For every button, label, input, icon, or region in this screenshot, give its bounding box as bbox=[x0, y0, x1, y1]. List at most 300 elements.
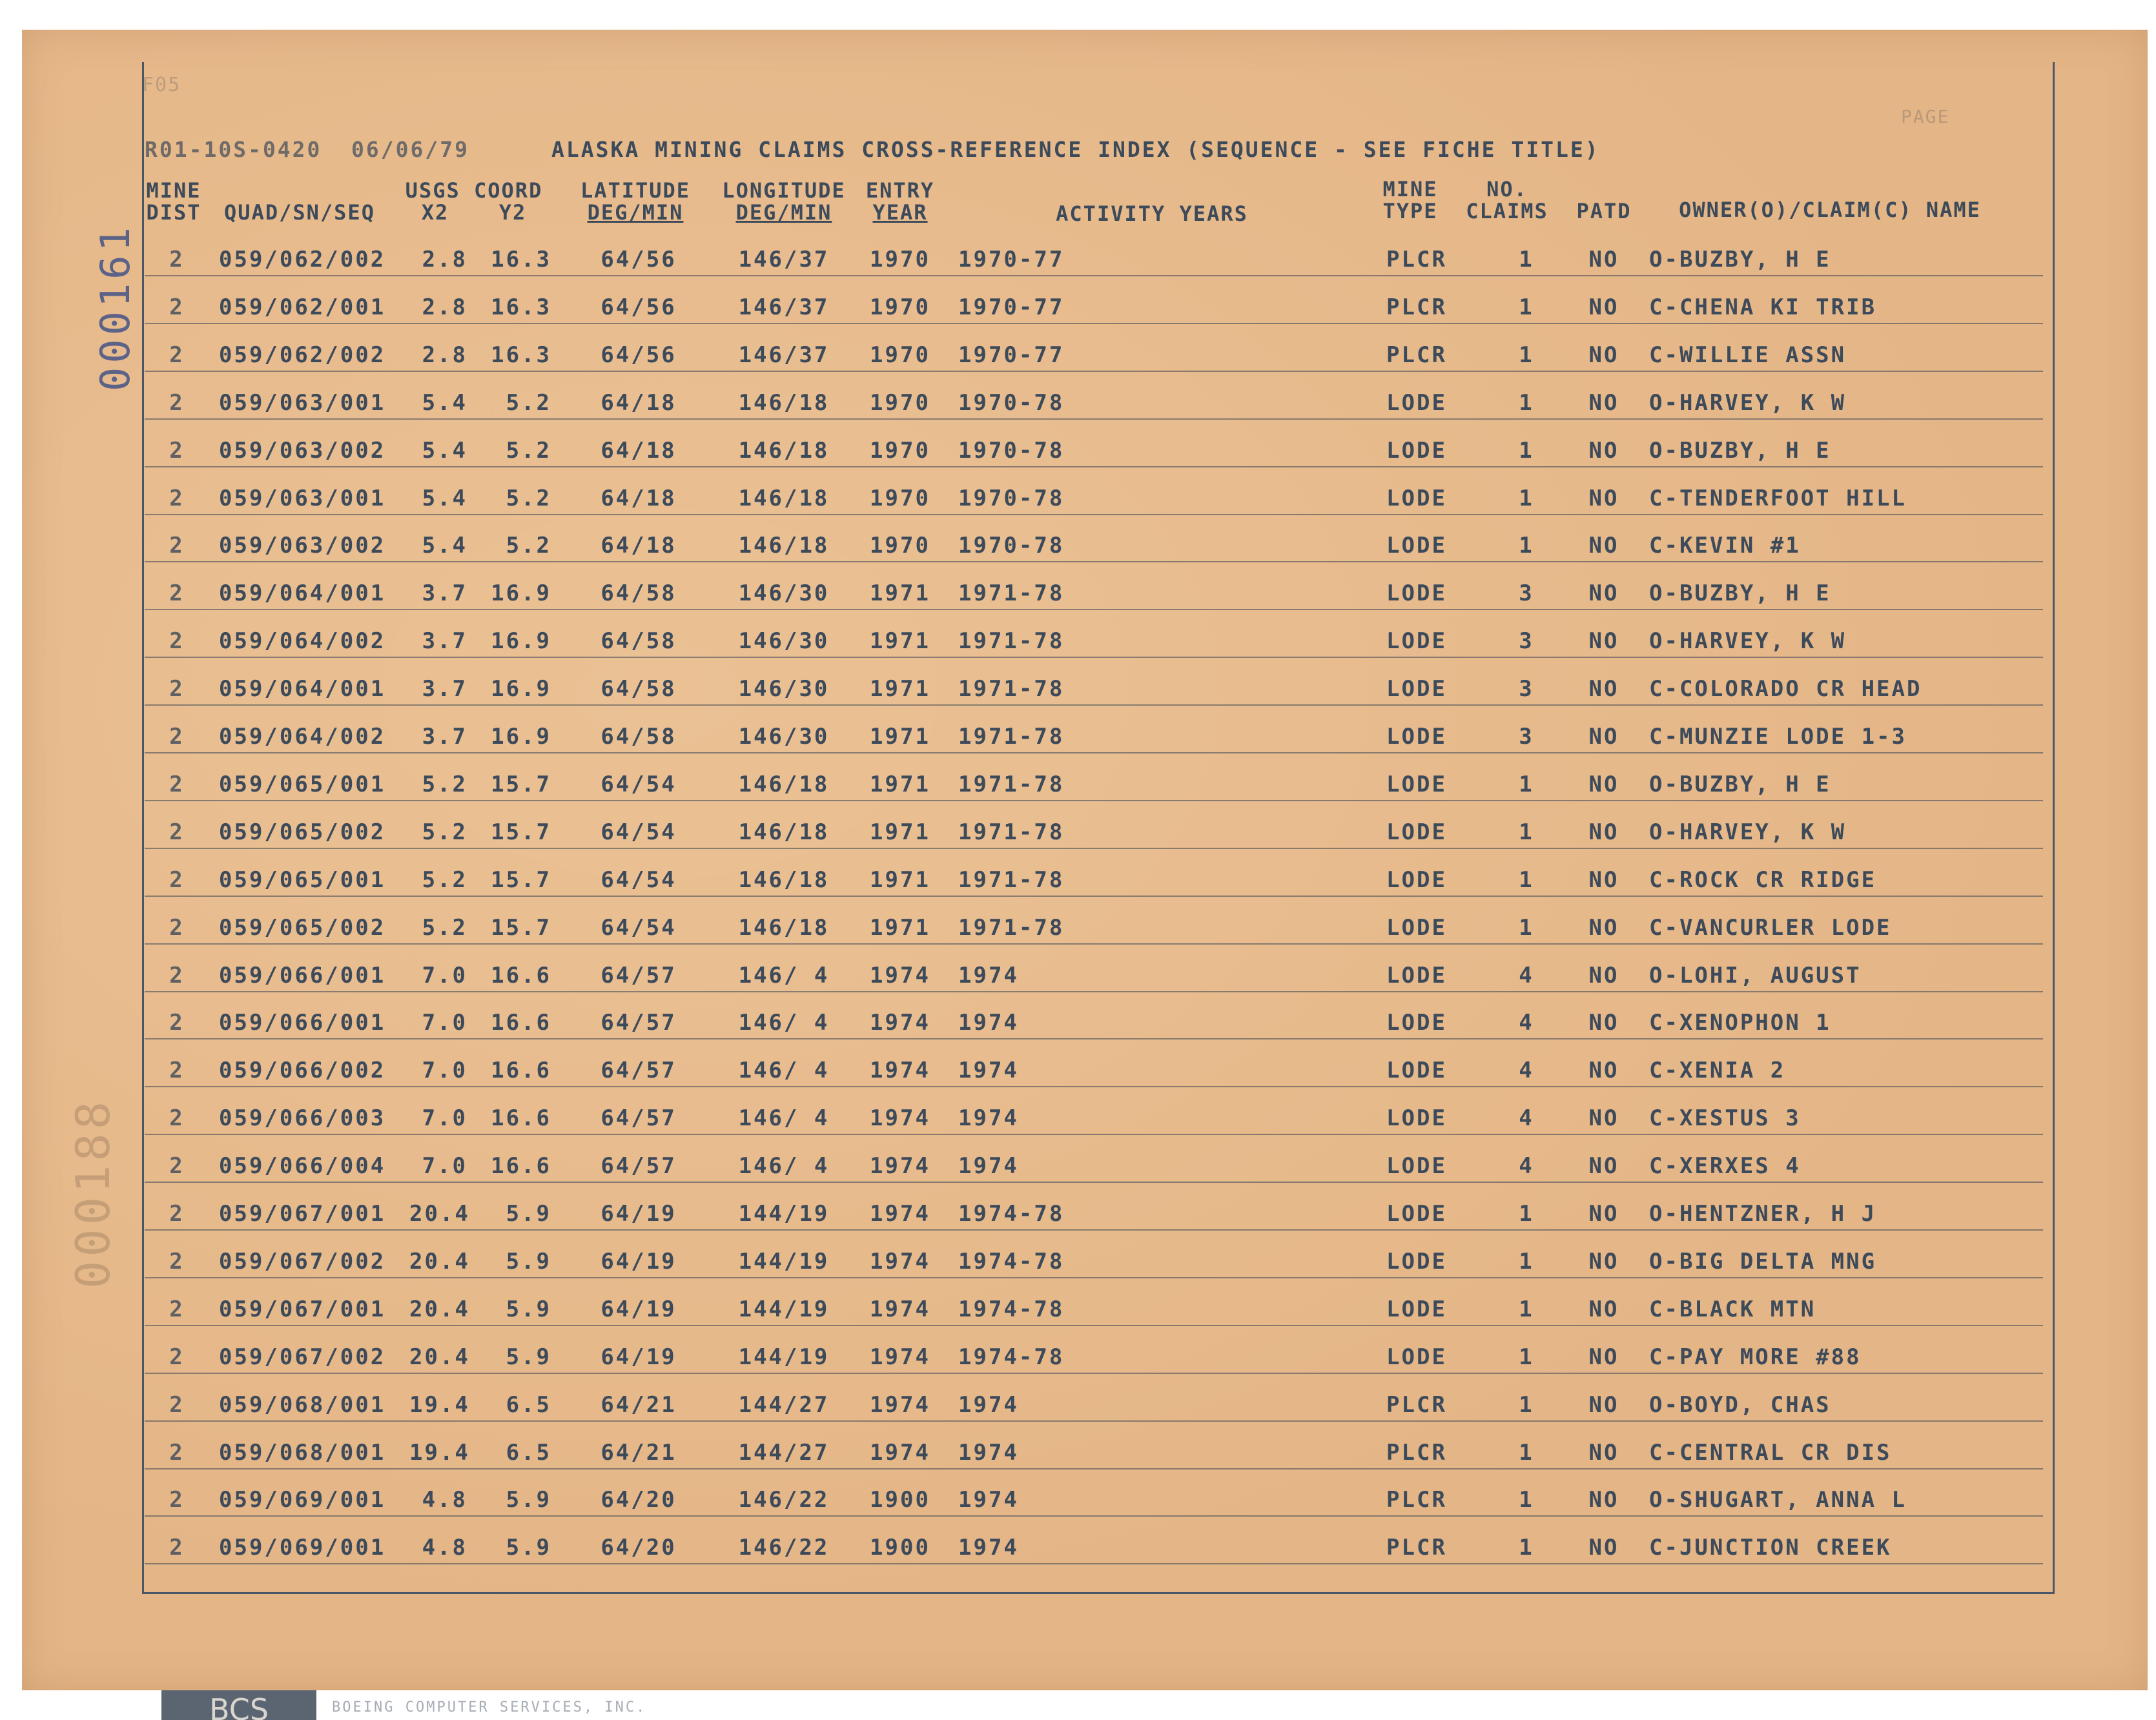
cell-type: PLCR bbox=[1386, 1487, 1447, 1513]
cell-type: LODE bbox=[1386, 485, 1447, 511]
cell-y2: 16.3 bbox=[491, 342, 551, 368]
row-rule bbox=[145, 991, 2043, 992]
cell-lon: 146/ 4 bbox=[738, 1105, 830, 1132]
cell-y2: 5.2 bbox=[506, 437, 551, 464]
cell-dist: 2 bbox=[169, 1487, 185, 1513]
cell-dist: 2 bbox=[169, 628, 185, 655]
row-rule bbox=[145, 1229, 2043, 1231]
cell-x2: 20.4 bbox=[409, 1248, 470, 1275]
cell-entry: 1971 bbox=[870, 676, 930, 702]
table-row bbox=[22, 619, 2148, 667]
cell-lat: 64/18 bbox=[601, 437, 677, 464]
cell-claims: 1 bbox=[1519, 342, 1534, 368]
cell-patd: NO bbox=[1588, 866, 1619, 893]
cell-type: LODE bbox=[1386, 676, 1447, 702]
cell-activity: 1970-78 bbox=[958, 437, 1065, 464]
cell-seq: 059/063/001 bbox=[219, 485, 386, 511]
cell-patd: NO bbox=[1588, 1058, 1619, 1084]
cell-y2: 5.9 bbox=[506, 1248, 551, 1275]
cell-lon: 146/30 bbox=[738, 628, 830, 655]
cell-patd: NO bbox=[1588, 1344, 1619, 1370]
cell-x2: 4.8 bbox=[422, 1487, 467, 1513]
cell-owner: C-BLACK MTN bbox=[1649, 1296, 1816, 1322]
cell-patd: NO bbox=[1588, 1201, 1619, 1227]
cell-type: LODE bbox=[1386, 1010, 1447, 1036]
cell-entry: 1974 bbox=[870, 1105, 930, 1132]
table-row bbox=[22, 333, 2148, 381]
cell-owner: C-VANCURLER LODE bbox=[1649, 914, 1892, 941]
cell-lat: 64/58 bbox=[601, 676, 677, 702]
cell-seq: 059/063/001 bbox=[219, 389, 386, 416]
row-rule bbox=[145, 752, 2043, 753]
cell-seq: 059/062/002 bbox=[219, 342, 386, 368]
row-rule bbox=[145, 1325, 2043, 1326]
cell-patd: NO bbox=[1588, 437, 1619, 464]
cell-lon: 144/19 bbox=[738, 1201, 830, 1227]
row-rule bbox=[145, 896, 2043, 897]
cell-x2: 7.0 bbox=[422, 1153, 467, 1180]
cell-claims: 1 bbox=[1519, 914, 1534, 941]
cell-activity: 1974-78 bbox=[958, 1201, 1065, 1227]
cell-lon: 146/ 4 bbox=[738, 1010, 830, 1036]
cell-owner: C-XERXES 4 bbox=[1649, 1153, 1801, 1180]
cell-patd: NO bbox=[1588, 533, 1619, 559]
cell-type: LODE bbox=[1386, 1105, 1447, 1132]
cell-type: LODE bbox=[1386, 628, 1447, 655]
cell-claims: 1 bbox=[1519, 866, 1534, 893]
cell-entry: 1974 bbox=[870, 1010, 930, 1036]
cell-y2: 16.9 bbox=[491, 724, 551, 750]
cell-lat: 64/18 bbox=[601, 485, 677, 511]
table-row bbox=[22, 1383, 2148, 1431]
col-entry-top: ENTRY bbox=[865, 178, 935, 203]
cell-owner: O-HARVEY, K W bbox=[1649, 819, 1847, 845]
cell-activity: 1974 bbox=[958, 1153, 1019, 1180]
cell-claims: 1 bbox=[1519, 819, 1534, 845]
row-rule bbox=[145, 275, 2043, 276]
cell-claims: 1 bbox=[1519, 389, 1534, 416]
cell-claims: 4 bbox=[1519, 1058, 1534, 1084]
row-rule bbox=[145, 1563, 2043, 1564]
cell-dist: 2 bbox=[169, 247, 185, 272]
cell-type: LODE bbox=[1386, 1153, 1447, 1180]
table-row bbox=[22, 715, 2148, 763]
cell-type: PLCR bbox=[1386, 342, 1447, 368]
bcs-logo: BCS bbox=[161, 1690, 316, 1720]
cell-lon: 146/ 4 bbox=[738, 1058, 830, 1084]
table-row bbox=[22, 1049, 2148, 1096]
cell-entry: 1970 bbox=[870, 294, 930, 320]
cell-owner: O-HARVEY, K W bbox=[1649, 389, 1847, 416]
cell-type: LODE bbox=[1386, 389, 1447, 416]
col-dist-bottom: DIST bbox=[146, 200, 201, 225]
cell-activity: 1971-78 bbox=[958, 724, 1065, 750]
cell-owner: O-BOYD, CHAS bbox=[1649, 1391, 1831, 1418]
col-activity: ACTIVITY YEARS bbox=[1056, 201, 1248, 226]
cell-activity: 1970-77 bbox=[958, 247, 1065, 272]
col-claims-top: NO. bbox=[1486, 177, 1528, 201]
cell-lon: 146/37 bbox=[738, 342, 830, 368]
cell-seq: 059/066/001 bbox=[219, 1010, 386, 1036]
cell-activity: 1974 bbox=[958, 1058, 1019, 1084]
cell-dist: 2 bbox=[169, 1058, 185, 1084]
table-row bbox=[22, 858, 2148, 906]
cell-lat: 64/19 bbox=[601, 1296, 677, 1322]
cell-seq: 059/066/002 bbox=[219, 1058, 386, 1084]
cell-owner: C-WILLIE ASSN bbox=[1649, 342, 1847, 368]
cell-owner: C-CHENA KI TRIB bbox=[1649, 294, 1877, 320]
cell-lat: 64/58 bbox=[601, 580, 677, 607]
col-claims-bottom: CLAIMS bbox=[1466, 199, 1548, 223]
cell-lon: 144/19 bbox=[738, 1248, 830, 1275]
cell-y2: 16.9 bbox=[491, 628, 551, 655]
row-rule bbox=[145, 1420, 2043, 1422]
cell-type: LODE bbox=[1386, 437, 1447, 464]
cell-entry: 1900 bbox=[870, 1535, 930, 1561]
cell-seq: 059/069/001 bbox=[219, 1535, 386, 1561]
cell-entry: 1970 bbox=[870, 485, 930, 511]
cell-y2: 16.6 bbox=[491, 1010, 551, 1036]
cell-dist: 2 bbox=[169, 1105, 185, 1132]
side-stamp-faded: 000188 bbox=[66, 1097, 120, 1289]
cell-dist: 2 bbox=[169, 1439, 185, 1466]
cell-patd: NO bbox=[1588, 1391, 1619, 1418]
cell-type: LODE bbox=[1386, 962, 1447, 988]
cell-activity: 1971-78 bbox=[958, 914, 1065, 941]
cell-activity: 1974 bbox=[958, 1439, 1019, 1466]
report-title: ALASKA MINING CLAIMS CROSS-REFERENCE INDEX (SEQUENCE - SEE FICHE TITLE) bbox=[551, 137, 1600, 162]
cell-dist: 2 bbox=[169, 389, 185, 416]
cell-patd: NO bbox=[1588, 294, 1619, 320]
cell-dist: 2 bbox=[169, 1296, 185, 1322]
cell-type: LODE bbox=[1386, 1058, 1447, 1084]
cell-activity: 1974-78 bbox=[958, 1296, 1065, 1322]
cell-lat: 64/57 bbox=[601, 1153, 677, 1180]
cell-type: LODE bbox=[1386, 580, 1447, 607]
cell-x2: 19.4 bbox=[409, 1391, 470, 1418]
cell-claims: 1 bbox=[1519, 247, 1534, 272]
cell-entry: 1971 bbox=[870, 914, 930, 941]
cell-lon: 146/30 bbox=[738, 580, 830, 607]
cell-y2: 16.3 bbox=[491, 247, 551, 272]
cell-entry: 1974 bbox=[870, 1058, 930, 1084]
cell-owner: C-XENIA 2 bbox=[1649, 1058, 1786, 1084]
row-rule bbox=[145, 561, 2043, 562]
cell-claims: 3 bbox=[1519, 676, 1534, 702]
cell-lon: 146/18 bbox=[738, 771, 830, 797]
cell-seq: 059/066/001 bbox=[219, 962, 386, 988]
cell-activity: 1970-77 bbox=[958, 294, 1065, 320]
cell-entry: 1974 bbox=[870, 1296, 930, 1322]
cell-claims: 1 bbox=[1519, 771, 1534, 797]
cell-dist: 2 bbox=[169, 771, 185, 797]
cell-dist: 2 bbox=[169, 1391, 185, 1418]
cell-x2: 3.7 bbox=[422, 676, 467, 702]
col-seq: QUAD/SN/SEQ bbox=[224, 200, 375, 225]
cell-x2: 7.0 bbox=[422, 962, 467, 988]
cell-owner: O-SHUGART, ANNA L bbox=[1649, 1487, 1907, 1513]
cell-y2: 5.9 bbox=[506, 1344, 551, 1370]
row-rule bbox=[145, 514, 2043, 515]
cell-x2: 5.2 bbox=[422, 819, 467, 845]
cell-activity: 1974 bbox=[958, 1391, 1019, 1418]
cell-patd: NO bbox=[1588, 962, 1619, 988]
cell-patd: NO bbox=[1588, 485, 1619, 511]
cell-type: PLCR bbox=[1386, 1535, 1447, 1561]
cell-x2: 5.2 bbox=[422, 771, 467, 797]
cell-type: LODE bbox=[1386, 1248, 1447, 1275]
table-row bbox=[22, 810, 2148, 858]
cell-y2: 6.5 bbox=[506, 1439, 551, 1466]
cell-type: PLCR bbox=[1386, 247, 1447, 272]
cell-owner: C-PAY MORE #88 bbox=[1649, 1344, 1862, 1370]
cell-dist: 2 bbox=[169, 1535, 185, 1561]
cell-dist: 2 bbox=[169, 866, 185, 893]
cell-lon: 146/ 4 bbox=[738, 962, 830, 988]
cell-dist: 2 bbox=[169, 294, 185, 320]
page-label: PAGE bbox=[1901, 106, 1950, 127]
cell-seq: 059/063/002 bbox=[219, 533, 386, 559]
cell-dist: 2 bbox=[169, 1201, 185, 1227]
corner-code: F05 bbox=[142, 74, 181, 96]
cell-lat: 64/54 bbox=[601, 771, 677, 797]
table-row bbox=[22, 954, 2148, 1001]
cell-activity: 1974 bbox=[958, 1105, 1019, 1132]
cell-patd: NO bbox=[1588, 342, 1619, 368]
cell-patd: NO bbox=[1588, 676, 1619, 702]
row-rule bbox=[145, 800, 2043, 801]
side-stamp-frame-number: 000161 bbox=[92, 223, 139, 391]
cell-lat: 64/57 bbox=[601, 1010, 677, 1036]
cell-activity: 1971-78 bbox=[958, 580, 1065, 607]
cell-y2: 5.2 bbox=[506, 485, 551, 511]
cell-entry: 1970 bbox=[870, 437, 930, 464]
cell-entry: 1971 bbox=[870, 771, 930, 797]
cell-entry: 1970 bbox=[870, 389, 930, 416]
col-lon-top: LONGITUDE bbox=[722, 178, 846, 203]
cell-claims: 1 bbox=[1519, 1344, 1534, 1370]
row-rule bbox=[145, 1038, 2043, 1039]
cell-claims: 1 bbox=[1519, 1487, 1534, 1513]
cell-claims: 1 bbox=[1519, 1391, 1534, 1418]
cell-lon: 146/18 bbox=[738, 389, 830, 416]
cell-lon: 146/30 bbox=[738, 676, 830, 702]
col-dist-top: MINE bbox=[146, 178, 201, 203]
cell-lat: 64/57 bbox=[601, 1058, 677, 1084]
cell-lat: 64/18 bbox=[601, 533, 677, 559]
cell-patd: NO bbox=[1588, 628, 1619, 655]
cell-claims: 3 bbox=[1519, 724, 1534, 750]
col-type-bottom: TYPE bbox=[1382, 199, 1438, 223]
cell-claims: 1 bbox=[1519, 1248, 1534, 1275]
cell-y2: 16.6 bbox=[491, 1105, 551, 1132]
cell-lon: 146/18 bbox=[738, 485, 830, 511]
cell-activity: 1974 bbox=[958, 1535, 1019, 1561]
cell-entry: 1900 bbox=[870, 1487, 930, 1513]
cell-claims: 1 bbox=[1519, 1296, 1534, 1322]
cell-activity: 1971-78 bbox=[958, 819, 1065, 845]
cell-entry: 1974 bbox=[870, 1391, 930, 1418]
cell-seq: 059/064/002 bbox=[219, 724, 386, 750]
cell-seq: 059/064/002 bbox=[219, 628, 386, 655]
row-rule bbox=[145, 704, 2043, 706]
cell-entry: 1974 bbox=[870, 1439, 930, 1466]
cell-y2: 16.6 bbox=[491, 962, 551, 988]
cell-y2: 5.2 bbox=[506, 533, 551, 559]
cell-patd: NO bbox=[1588, 1153, 1619, 1180]
cell-lat: 64/58 bbox=[601, 724, 677, 750]
table-row bbox=[22, 1144, 2148, 1192]
cell-owner: C-XESTUS 3 bbox=[1649, 1105, 1801, 1132]
cell-type: PLCR bbox=[1386, 1391, 1447, 1418]
table-row bbox=[22, 1287, 2148, 1335]
cell-lat: 64/56 bbox=[601, 247, 677, 272]
cell-entry: 1971 bbox=[870, 819, 930, 845]
cell-y2: 6.5 bbox=[506, 1391, 551, 1418]
col-y2: Y2 bbox=[498, 200, 527, 225]
col-patd: PATD bbox=[1576, 199, 1632, 223]
cell-activity: 1971-78 bbox=[958, 676, 1065, 702]
cell-claims: 1 bbox=[1519, 1535, 1534, 1561]
cell-lat: 64/19 bbox=[601, 1248, 677, 1275]
cell-owner: O-BUZBY, H E bbox=[1649, 437, 1831, 464]
table-row bbox=[22, 1192, 2148, 1240]
cell-claims: 4 bbox=[1519, 1010, 1534, 1036]
row-rule bbox=[145, 943, 2043, 945]
cell-x2: 7.0 bbox=[422, 1058, 467, 1084]
row-rule bbox=[145, 371, 2043, 372]
cell-lat: 64/19 bbox=[601, 1201, 677, 1227]
cell-entry: 1974 bbox=[870, 962, 930, 988]
cell-owner: O-BUZBY, H E bbox=[1649, 580, 1831, 607]
report-id: R01-10S-0420 bbox=[145, 137, 322, 162]
cell-lat: 64/54 bbox=[601, 819, 677, 845]
cell-y2: 16.3 bbox=[491, 294, 551, 320]
cell-lat: 64/20 bbox=[601, 1535, 677, 1561]
cell-y2: 16.9 bbox=[491, 676, 551, 702]
cell-dist: 2 bbox=[169, 724, 185, 750]
cell-seq: 059/063/002 bbox=[219, 437, 386, 464]
cell-x2: 20.4 bbox=[409, 1201, 470, 1227]
cell-claims: 3 bbox=[1519, 580, 1534, 607]
cell-activity: 1974-78 bbox=[958, 1344, 1065, 1370]
cell-entry: 1971 bbox=[870, 628, 930, 655]
cell-owner: C-ROCK CR RIDGE bbox=[1649, 866, 1877, 893]
table-row bbox=[22, 571, 2148, 619]
cell-y2: 15.7 bbox=[491, 914, 551, 941]
cell-claims: 3 bbox=[1519, 628, 1534, 655]
cell-seq: 059/067/001 bbox=[219, 1296, 386, 1322]
cell-x2: 19.4 bbox=[409, 1439, 470, 1466]
table-row bbox=[22, 906, 2148, 954]
cell-lon: 144/27 bbox=[738, 1391, 830, 1418]
row-rule bbox=[145, 657, 2043, 658]
cell-activity: 1974 bbox=[958, 1010, 1019, 1036]
cell-lon: 144/27 bbox=[738, 1439, 830, 1466]
cell-dist: 2 bbox=[169, 1010, 185, 1036]
cell-owner: O-BUZBY, H E bbox=[1649, 247, 1831, 272]
table-row bbox=[22, 763, 2148, 810]
cell-entry: 1971 bbox=[870, 724, 930, 750]
cell-entry: 1970 bbox=[870, 533, 930, 559]
cell-type: PLCR bbox=[1386, 1439, 1447, 1466]
cell-claims: 1 bbox=[1519, 294, 1534, 320]
report-date: 06/06/79 bbox=[351, 137, 469, 162]
row-rule bbox=[145, 466, 2043, 467]
cell-x2: 2.8 bbox=[422, 294, 467, 320]
cell-y2: 16.9 bbox=[491, 580, 551, 607]
table-row bbox=[22, 1526, 2148, 1573]
cell-seq: 059/065/001 bbox=[219, 771, 386, 797]
cell-patd: NO bbox=[1588, 724, 1619, 750]
cell-x2: 20.4 bbox=[409, 1344, 470, 1370]
cell-owner: C-JUNCTION CREEK bbox=[1649, 1535, 1892, 1561]
cell-patd: NO bbox=[1588, 1105, 1619, 1132]
cell-patd: NO bbox=[1588, 1248, 1619, 1275]
row-rule bbox=[145, 1086, 2043, 1087]
cell-x2: 3.7 bbox=[422, 724, 467, 750]
cell-seq: 059/068/001 bbox=[219, 1391, 386, 1418]
row-rule bbox=[145, 1515, 2043, 1517]
cell-y2: 5.9 bbox=[506, 1487, 551, 1513]
row-rule bbox=[145, 323, 2043, 324]
cell-activity: 1971-78 bbox=[958, 866, 1065, 893]
cell-lon: 146/18 bbox=[738, 866, 830, 893]
cell-x2: 5.4 bbox=[422, 389, 467, 416]
cell-seq: 059/066/004 bbox=[219, 1153, 386, 1180]
cell-claims: 1 bbox=[1519, 485, 1534, 511]
cell-seq: 059/062/002 bbox=[219, 247, 386, 272]
cell-y2: 15.7 bbox=[491, 866, 551, 893]
table-row bbox=[22, 381, 2148, 429]
cell-seq: 059/067/001 bbox=[219, 1201, 386, 1227]
cell-dist: 2 bbox=[169, 342, 185, 368]
row-rule bbox=[145, 609, 2043, 610]
cell-activity: 1971-78 bbox=[958, 628, 1065, 655]
cell-seq: 059/065/001 bbox=[219, 866, 386, 893]
table-row bbox=[22, 1478, 2148, 1526]
cell-patd: NO bbox=[1588, 771, 1619, 797]
cell-owner: O-BUZBY, H E bbox=[1649, 771, 1831, 797]
cell-y2: 16.6 bbox=[491, 1058, 551, 1084]
table-row bbox=[22, 1335, 2148, 1383]
cell-seq: 059/065/002 bbox=[219, 819, 386, 845]
cell-dist: 2 bbox=[169, 819, 185, 845]
cell-type: LODE bbox=[1386, 533, 1447, 559]
cell-lat: 64/57 bbox=[601, 962, 677, 988]
cell-y2: 5.9 bbox=[506, 1296, 551, 1322]
cell-x2: 5.4 bbox=[422, 533, 467, 559]
cell-dist: 2 bbox=[169, 485, 185, 511]
cell-lon: 144/19 bbox=[738, 1296, 830, 1322]
cell-seq: 059/067/002 bbox=[219, 1248, 386, 1275]
cell-patd: NO bbox=[1588, 389, 1619, 416]
cell-seq: 059/069/001 bbox=[219, 1487, 386, 1513]
cell-lat: 64/21 bbox=[601, 1391, 677, 1418]
cell-lon: 146/30 bbox=[738, 724, 830, 750]
cell-activity: 1974 bbox=[958, 962, 1019, 988]
cell-lon: 146/37 bbox=[738, 294, 830, 320]
cell-type: LODE bbox=[1386, 866, 1447, 893]
table-row bbox=[22, 238, 2148, 285]
cell-y2: 15.7 bbox=[491, 771, 551, 797]
cell-seq: 059/065/002 bbox=[219, 914, 386, 941]
cell-x2: 2.8 bbox=[422, 247, 467, 272]
col-lon-bottom: DEG/MIN bbox=[735, 200, 832, 225]
cell-y2: 16.6 bbox=[491, 1153, 551, 1180]
cell-lon: 146/18 bbox=[738, 914, 830, 941]
cell-claims: 1 bbox=[1519, 437, 1534, 464]
